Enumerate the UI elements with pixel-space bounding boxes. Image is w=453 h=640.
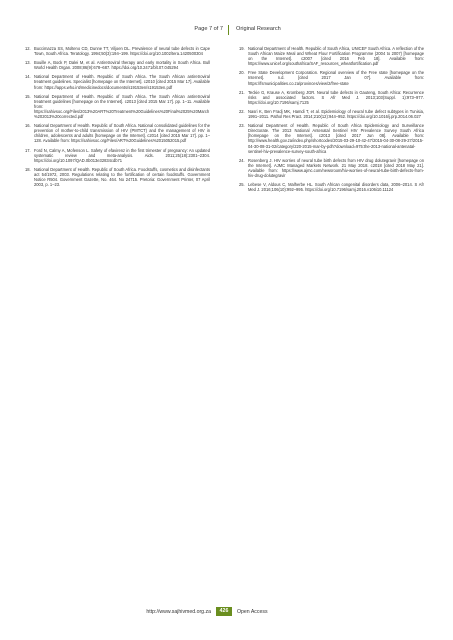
reference-item bbox=[239, 46, 424, 66]
reference-number: 22. bbox=[239, 108, 245, 114]
page-header bbox=[0, 26, 453, 38]
reference-item bbox=[239, 123, 424, 154]
reference-item bbox=[25, 46, 210, 56]
reference-number: 14. bbox=[25, 74, 31, 80]
journal-url-link[interactable]: http://www.sajhivmed.org.za bbox=[146, 609, 211, 615]
page-footer bbox=[0, 607, 453, 619]
reference-text: Buccimazza SS, Molteno CD, Dunne TT, Viljoen DL. Prevalence of neural tube defects in Cape Town, South Africa. Teratology. 1994;50(3):194–199. https://doi.org/10.1002/tera.1420500304 bbox=[34, 46, 210, 57]
references-right-column bbox=[239, 46, 424, 196]
reference-item bbox=[25, 60, 210, 70]
reference-text: Rosenberg J. HIV worries of neural tube birth defects from HIV drug dolutegravir [homepage on the Internet]. AJMC Managed Markets Network. 21 May 2018. c2018 [cited 2018 May 21]. Available from: https://www.ajmc.com/newsroom/hiv-worries-of-neural-tube-birth-defects-from-hiv-drug-dolutegravir bbox=[248, 157, 424, 178]
reference-number: 23. bbox=[239, 123, 245, 129]
reference-number: 12. bbox=[25, 46, 31, 51]
reference-number: 21. bbox=[239, 89, 245, 95]
reference-text: National Department of Health. Republic of South Africa. Foodstuffs, cosmetics and disinfectants act 54/1972, 2003. Regulations relating to the fortification of certain foodstuffs. Government Notice R504. Government Gazette, No. 464. No 24715. Pretoria: Government Printer, 07 April 2003, p. 1–23. bbox=[34, 166, 210, 188]
footer-page-number: 426 bbox=[216, 607, 232, 616]
reference-number: 19. bbox=[239, 46, 245, 51]
reference-text: National Department of Health. Republic of South Africa Epidemiology and Surveillance Directorate. The 2013 National Antenatal Sentinel HIV Prevalence Survey South Africa [homepage on the Internet]. c2013 [cited 2017 Jun 08]. Available from: http://www.health.gov.za/index.php/shortcodes/2015-03-29-10-42-47/2015-04-30-08-29-27/2015-04-30-08-31-02/category/220-2015-mar-by-pdh?download=975:the-2013-national-antenatal-sentinel-hiv-prevalence-survey-south-africa bbox=[248, 123, 424, 154]
reference-item bbox=[239, 182, 424, 192]
reference-item bbox=[25, 74, 210, 89]
reference-number: 20. bbox=[239, 70, 245, 76]
reference-text: National Department of Health. Republic of South Africa. The South African antiretroviral treatment guidelines. Specialist [homepage on the Internet]. c2010 [cited 2015 Mar 17]. Available from: https://apps.who.int/medicinedocs/documents/s19153en/s19153en.pdf bbox=[34, 74, 210, 90]
reference-number: 25. bbox=[239, 182, 245, 188]
reference-number: 24. bbox=[239, 157, 245, 163]
reference-text: Teckie G, Krause A, Kromberg JGR. Neural tube defects in Gauteng, South Africa: Recurrence risks and associated factors. S Afr Med J. 2013;103(Suppl. 1):973–977. https://doi.org/10.7196/samj.7125 bbox=[248, 89, 424, 105]
reference-number: 18. bbox=[25, 166, 31, 172]
reference-text: National Department of Health. Republic of South Africa. The South African antiretroviral treatment guidelines [homepage on the Internet]. c2013 [cited 2015 Mar 17]. pp. 1–11. Available from: https://sahivsoc.org/Files/2013%20ART%20Treatment%20Guidelines%20Final%2025%20March%202013%20corrected.pdf bbox=[34, 93, 210, 120]
reference-text: National Department of Health. Republic of South Africa. National consolidated guidelines for the prevention of mother-to-child transmission of HIV (PMTCT) and the management of HIV in children, adolescents and adults [homepage on the Internet]. c2014 [cited 2015 Mar 17]. pp. 1–128. Available from: https://sahivsoc.org/Files/ART%20Guidelines%2015052015.pdf bbox=[34, 123, 210, 144]
reference-text: Nasri K, Ben Fradj MK, Hamdi T, et al. Epidemiology of neural tube defect subtypes in Tunisia, 1991–2011. Pathol Res Pract. 2014;210(12):944–952. https://doi.org/10.1016/j.prp.2014.06.027 bbox=[248, 108, 424, 120]
reference-item bbox=[239, 90, 424, 105]
reference-text: Bouille A, Bock P, Dalei M, et al. Antiretroviral therapy and early mortality in South Africa. Bull World Health Organ. 2008;86(9):678–687. https://doi.org/10.2471/blt.07.045294 bbox=[34, 60, 210, 71]
reference-number: 15. bbox=[25, 93, 31, 99]
open-access-label: Open Access bbox=[237, 609, 268, 615]
reference-number: 17. bbox=[25, 147, 31, 153]
reference-item bbox=[239, 109, 424, 119]
reference-item bbox=[25, 167, 210, 187]
section-label: Original Research bbox=[236, 26, 281, 32]
reference-text: Lebese V, Aldous C, Malherbe HL. South African congenital disorders data, 2006–2014. S Afr Med J. 2016;106(10):992–995. https://doi.org/10.7196/samj.2016.v106i10.11124 bbox=[248, 182, 424, 193]
reference-text: Ford N, Calmy A, Mofenson L. Safety of efavirenz in the first trimester of pregnancy: An updated systematic review and meta-analysis. Aids. 2011;25(18):2301–2304. https://doi.org/10.1097/QAD.0b013e32834cdb71 bbox=[34, 147, 210, 163]
reference-number: 13. bbox=[25, 60, 31, 66]
reference-item bbox=[239, 158, 424, 178]
reference-number: 16. bbox=[25, 123, 31, 129]
reference-item bbox=[25, 148, 210, 163]
reference-text: Free State Development Corporation. Regional overview of the Free state [homepage on the Internet]. n.d. [cited 2017 Jan 07]. Available from: https://fsmunicipalities.co.za/provinces/view/2/free-state bbox=[248, 70, 424, 86]
reference-item bbox=[25, 94, 210, 119]
page-indicator: Page 7 of 7 bbox=[194, 26, 223, 32]
reference-text: National Department of Health. Republic of South Africa, UNICEF South Africa. A reflection of the South African Maize Meal and Wheat Flour Fortification Programme (2004 to 2007) [homepage on the Internet]. c2007 [cited 2016 Feb 18]. Available from: https://www.unicef.org/southafrica/SAF_resources_wheatfortification.pdf bbox=[248, 46, 424, 67]
reference-item bbox=[239, 70, 424, 85]
header-divider bbox=[228, 25, 229, 35]
references-left-column bbox=[25, 46, 210, 191]
reference-item bbox=[25, 123, 210, 143]
